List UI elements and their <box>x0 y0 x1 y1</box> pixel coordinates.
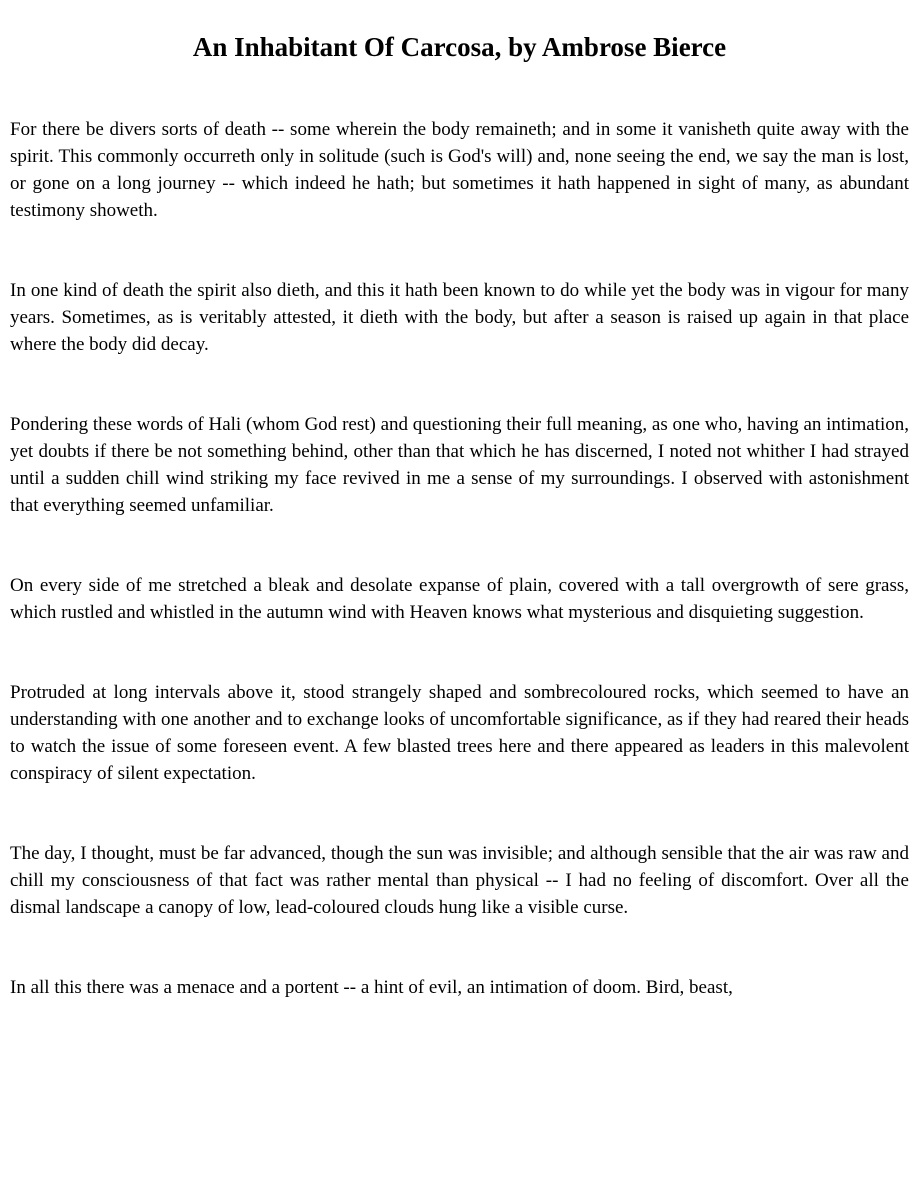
paragraph-2: In one kind of death the spirit also dieth, and this it hath been known to do while yet the body was in vigour for many years. Sometimes, as is veritably attested, it dieth with the body, but after a season is raised up again in that place where the body did decay. <box>10 280 909 355</box>
document-page <box>10 0 909 1001</box>
document-title: An Inhabitant Of Carcosa, by Ambrose Bierce <box>192 32 727 62</box>
paragraph-4: On every side of me stretched a bleak and desolate expanse of plain, covered with a tall overgrowth of sere grass, which rustled and whistled in the autumn wind with Heaven knows what mysterious and disquieting suggestion. <box>10 575 909 623</box>
paragraph-1: For there be divers sorts of death -- some wherein the body remaineth; and in some it vanisheth quite away with the spirit. This commonly occurreth only in solitude (such is God's will) and, none seeing the end, we say the man is lost, or gone on a long journey -- which indeed he hath; but sometimes it hath happened in sight of many, as abundant testimony showeth. <box>10 119 909 221</box>
paragraph-5: Protruded at long intervals above it, stood strangely shaped and sombrecoloured rocks, which seemed to have an understanding with one another and to exchange looks of uncomfortable significance, as if they had reared their heads to watch the issue of some foreseen event. A few blasted trees here and there appeared as leaders in this malevolent conspiracy of silent expectation. <box>10 682 909 784</box>
paragraph-6: The day, I thought, must be far advanced, though the sun was invisible; and although sensible that the air was raw and chill my consciousness of that fact was rather mental than physical -- I had no feeling of discomfort. Over all the dismal landscape a canopy of low, lead-coloured clouds hung like a visible curse. <box>10 843 909 918</box>
paragraph-3: Pondering these words of Hali (whom God rest) and questioning their full meaning, as one who, having an intimation, yet doubts if there be not something behind, other than that which he has discerned, I noted not whither I had strayed until a sudden chill wind striking my face revived in me a sense of my surroundings. I observed with astonishment that everything seemed unfamiliar. <box>10 414 909 516</box>
paragraph-7: In all this there was a menace and a portent -- a hint of evil, an intimation of doom. Bird, beast, <box>10 977 733 998</box>
